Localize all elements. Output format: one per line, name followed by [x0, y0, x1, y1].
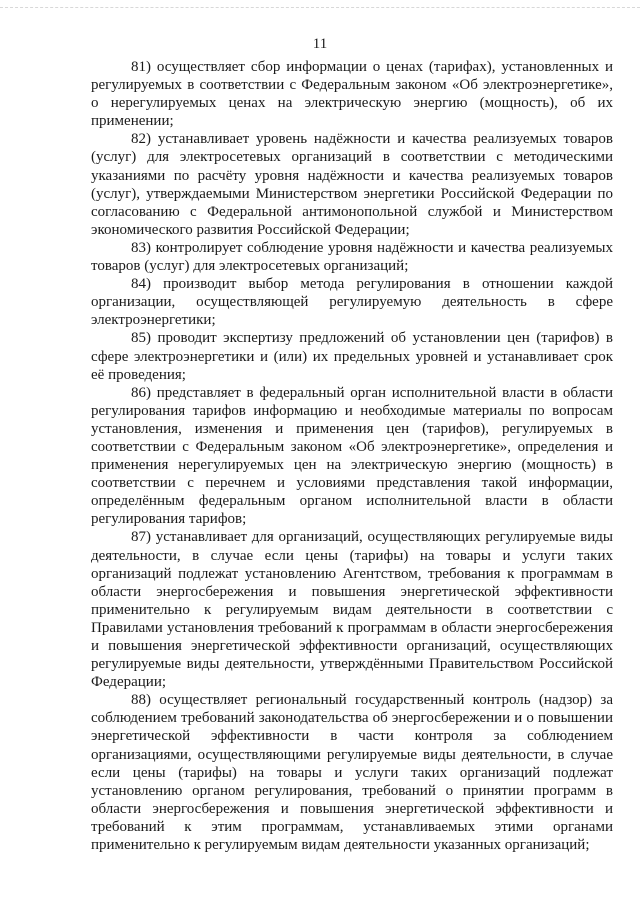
paragraph-86: 86) представляет в федеральный орган исполнительной власти в области регулирования тарифов информацию и необходимые материалы по вопросам установления, изменения и применения цен (тарифов), регулируемых в соответствии с Федеральным законом «Об электроэнергетике», определения и применения нерегулируемых цен на электрическую энергию (мощность) в соответствии с перечнем и условиями представления такой информации, определённым федеральным органом исполнительной власти в области регулирования тарифов; [91, 384, 613, 528]
paragraph-83: 83) контролирует соблюдение уровня надёжности и качества реализуемых товаров (услуг) для электросетевых организаций; [91, 239, 613, 275]
scan-edge-line [0, 7, 640, 8]
paragraph-81: 81) осуществляет сбор информации о ценах (тарифах), установленных и регулируемых в соответствии с Федеральным законом «Об электроэнергетике», о нерегулируемых ценах на электрическую энергию (мощность), об их применении; [91, 59, 613, 130]
paragraph-85: 85) проводит экспертизу предложений об установлении цен (тарифов) в сфере электроэнергетики и (или) их предельных уровней и устанавливает срок её проведения; [91, 330, 613, 383]
paragraph-88: 88) осуществляет региональный государственный контроль (надзор) за соблюдением требований законодательства об энергосбережении и о повышении энергетической эффективности в части контроля за соблюдением организациями, осуществляющими регулируемые виды деятельности, в случае если цены (тарифы) на товары и услуги таких организаций подлежат установлению органом регулирования, требований о принятии программ в области энергосбережения и повышения энергетической эффективности и требований к этим программам, устанавливаемых этими органами применительно к регулируемым видам деятельности указанных организаций; [91, 692, 613, 854]
paragraph-87: 87) устанавливает для организаций, осуществляющих регулируемые виды деятельности, в случае если цены (тарифы) на товары и услуги таких организаций подлежат установлению Агентством, требования к программам в области энергосбережения и повышения энергетической эффективности применительно к регулируемым видам деятельности в соответствии с Правилами установления требований к программам в области энергосбережения и повышения энергетической эффективности организаций, осуществляющих регулируемые виды деятельности, утверждёнными Правительством Российской Федерации; [91, 529, 613, 691]
page-number: 11 [312, 36, 328, 52]
paragraph-82: 82) устанавливает уровень надёжности и качества реализуемых товаров (услуг) для электросетевых организаций в соответствии с методическими указаниями по расчёту уровня надёжности и качества реализуемых товаров (услуг), утверждаемыми Министерством энергетики Российской Федерации по согласованию с Федеральной антимонопольной службой и Министерством экономического развития Российской Федерации; [91, 131, 613, 238]
document-body [91, 58, 613, 854]
paragraph-84: 84) производит выбор метода регулирования в отношении каждой организации, осуществляющей регулируемую деятельность в сфере электроэнергетики; [91, 276, 613, 329]
